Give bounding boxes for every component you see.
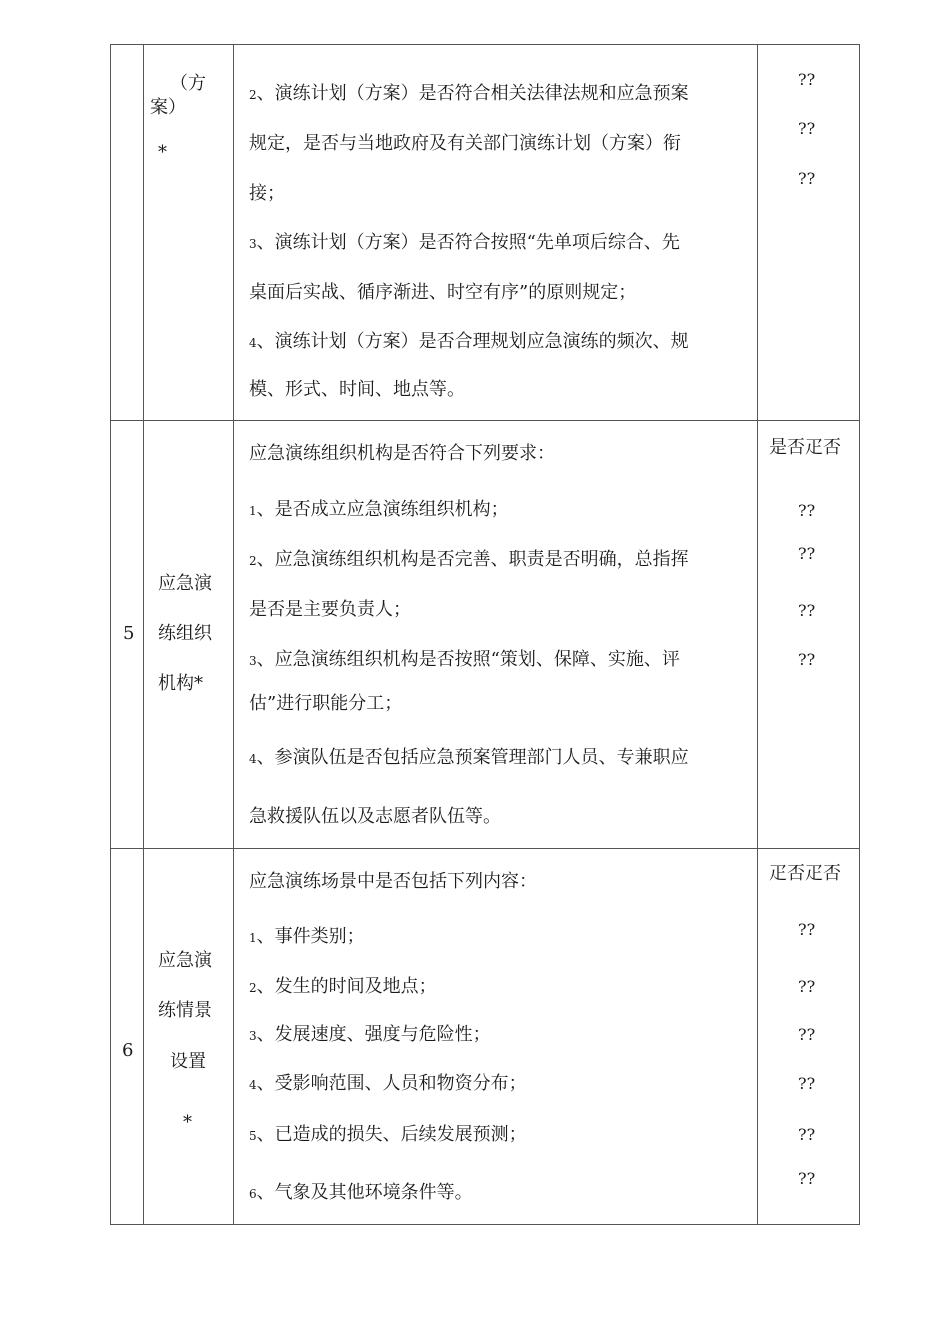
content-line: 估”进行职能分工； xyxy=(249,693,403,714)
item-name-line: 机构* xyxy=(158,673,203,694)
content-line: 2、演练计划（方案）是否符合相关法律法规和应急预案 xyxy=(249,83,689,104)
column-divider xyxy=(233,44,234,1225)
content-line: 应急演练场景中是否包括下列内容： xyxy=(249,871,537,892)
item-name-line: 练情景 xyxy=(158,1000,212,1021)
check-mark: ?? xyxy=(798,119,816,138)
content-line: 3、发展速度、强度与危险性； xyxy=(249,1024,491,1045)
content-line: 模、形式、时间、地点等。 xyxy=(249,379,465,400)
check-mark: ?? xyxy=(798,1025,816,1044)
item-name-line: 案） xyxy=(150,97,186,118)
item-name-line: 练组织 xyxy=(158,623,212,644)
column-divider xyxy=(757,44,758,1225)
check-mark: ?? xyxy=(798,1169,816,1188)
item-name-line: * xyxy=(158,142,167,163)
row-divider xyxy=(110,420,860,421)
item-name-line: （方 xyxy=(170,73,206,94)
check-mark: ?? xyxy=(798,1074,816,1093)
check-mark: ?? xyxy=(798,977,816,996)
row-index: 5 xyxy=(123,623,135,644)
content-line: 4、受影响范围、人员和物资分布； xyxy=(249,1073,527,1094)
content-line: 是否是主要负责人； xyxy=(249,599,411,620)
check-header: 疋否疋否 xyxy=(769,863,841,884)
content-line: 急救援队伍以及志愿者队伍等。 xyxy=(249,806,501,827)
content-line: 2、应急演练组织机构是否完善、职责是否明确，总指挥 xyxy=(249,549,689,570)
check-mark: ?? xyxy=(798,501,816,520)
checklist-table xyxy=(110,44,860,1225)
content-line: 应急演练组织机构是否符合下列要求： xyxy=(249,443,555,464)
check-mark: ?? xyxy=(798,650,816,669)
content-line: 5、已造成的损失、后续发展预测； xyxy=(249,1124,527,1145)
check-header: 是否疋否 xyxy=(769,437,841,458)
item-name-line: 应急演 xyxy=(158,950,212,971)
column-divider xyxy=(143,44,144,1225)
check-mark: ?? xyxy=(798,169,816,188)
content-line: 4、演练计划（方案）是否合理规划应急演练的频次、规 xyxy=(249,331,689,352)
item-name-line: 应急演 xyxy=(158,573,212,594)
content-line: 桌面后实战、循序渐进、时空有序”的原则规定； xyxy=(249,282,637,303)
check-mark: ?? xyxy=(798,1125,816,1144)
content-line: 接； xyxy=(249,183,285,204)
table-border-top xyxy=(110,44,860,45)
content-line: 3、演练计划（方案）是否符合按照“先单项后综合、先 xyxy=(249,232,680,253)
table-border-left xyxy=(110,44,111,1225)
row-divider xyxy=(110,848,860,849)
check-mark: ?? xyxy=(798,544,816,563)
content-line: 1、是否成立应急演练组织机构； xyxy=(249,499,509,520)
content-line: 1、事件类别； xyxy=(249,926,365,947)
item-name-line: 设置 xyxy=(170,1051,206,1072)
row-index: 6 xyxy=(122,1040,134,1061)
check-mark: ?? xyxy=(798,601,816,620)
content-line: 3、应急演练组织机构是否按照“策划、保障、实施、评 xyxy=(249,649,680,670)
content-line: 规定，是否与当地政府及有关部门演练计划（方案）衔 xyxy=(249,133,681,154)
check-mark: ?? xyxy=(798,920,816,939)
content-line: 6、气象及其他环境条件等。 xyxy=(249,1182,473,1203)
content-line: 4、参演队伍是否包括应急预案管理部门人员、专兼职应 xyxy=(249,747,689,768)
content-line: 2、发生的时间及地点； xyxy=(249,976,437,997)
item-name-line: * xyxy=(183,1112,192,1133)
check-mark: ?? xyxy=(798,70,816,89)
